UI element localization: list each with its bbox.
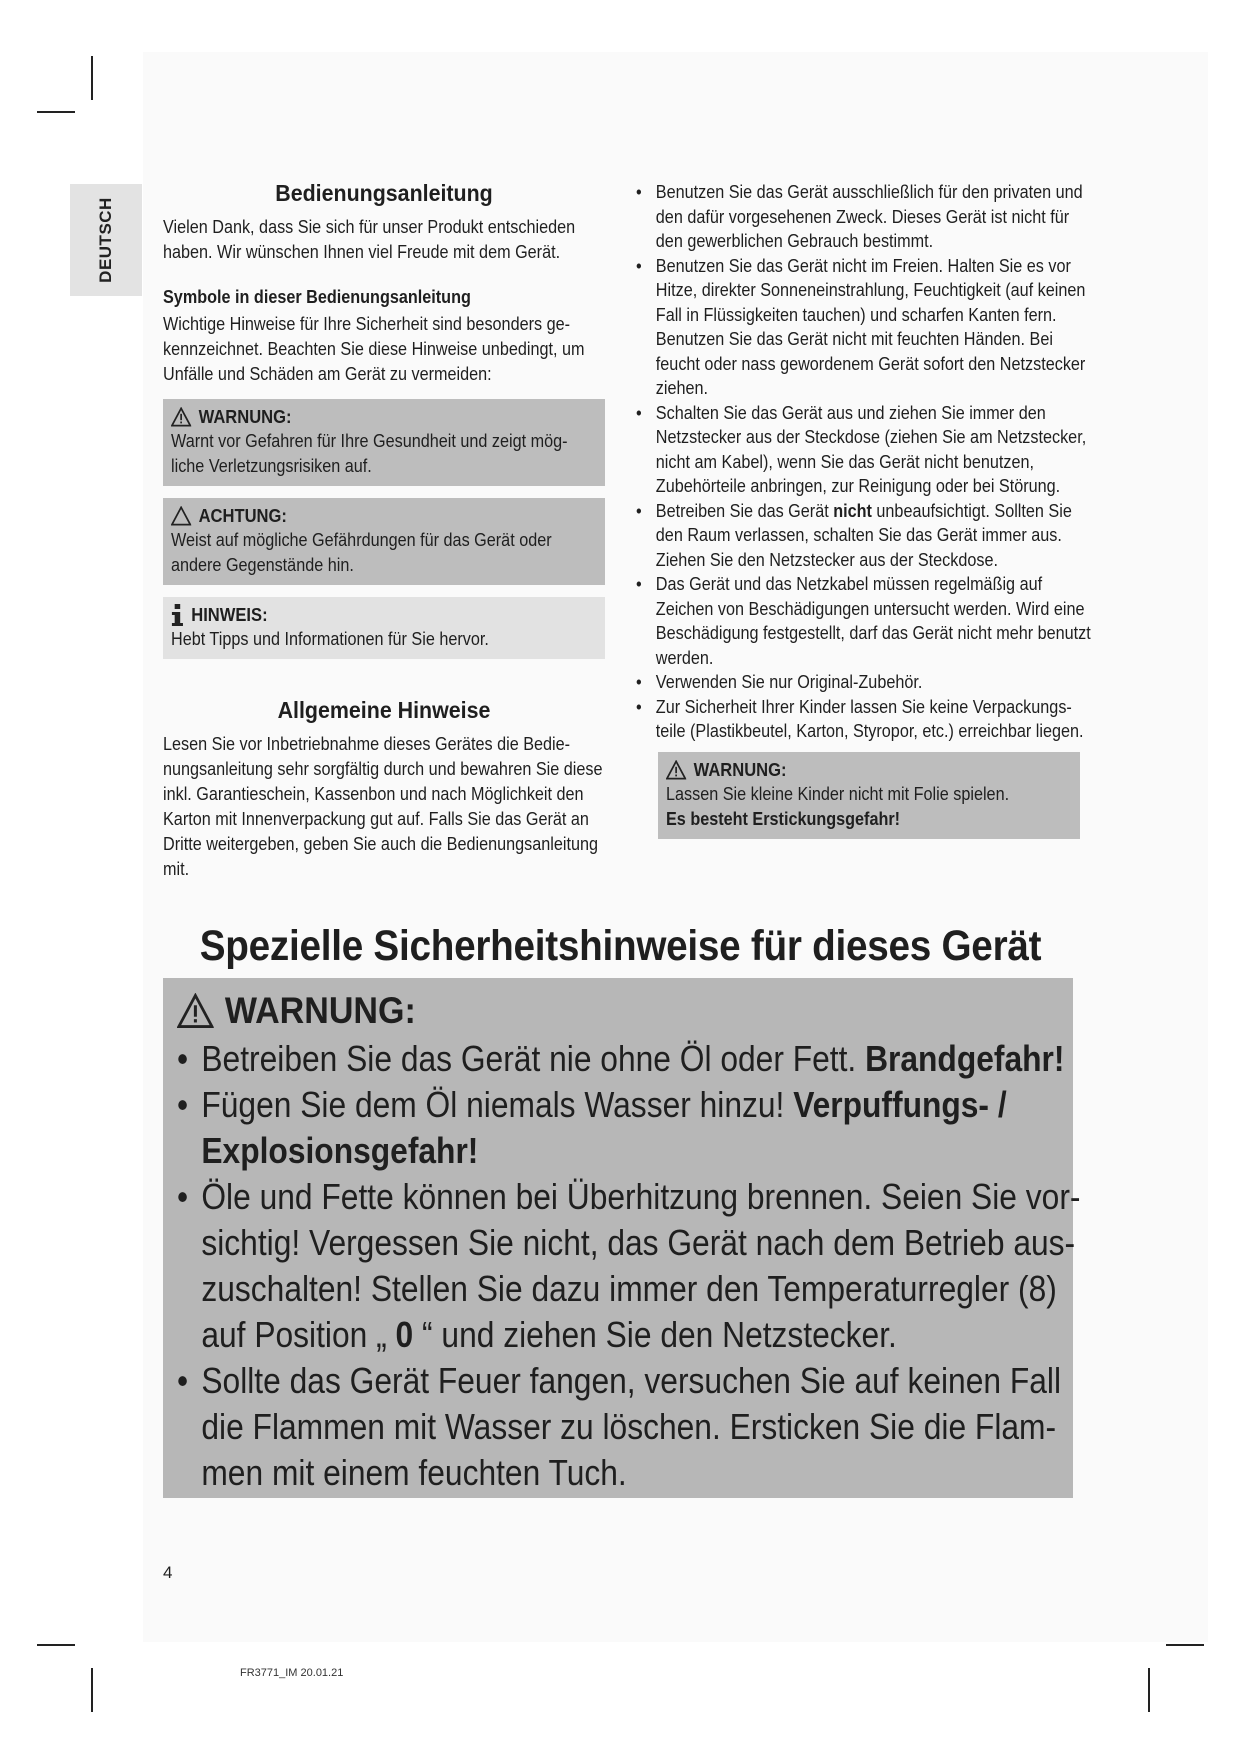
- page-number: 4: [163, 1563, 173, 1582]
- list-item: • Verwenden Sie nur Original-Zubehör.: [636, 670, 1099, 695]
- list-item-text: unbeaufsichtigt. Sollten Sie den Raum verlassen, schalten Sie das Gerät immer aus. Ziehen Sie den Netzstecker aus der Steckdose.: [655, 500, 1072, 570]
- note-title: HINWEIS:: [191, 605, 268, 625]
- note-box: [163, 597, 605, 659]
- caution-title: ACHTUNG:: [198, 506, 287, 526]
- crop-mark: [37, 1644, 75, 1646]
- warning-triangle-icon: [177, 993, 214, 1029]
- children-warning-box: [658, 752, 1080, 839]
- list-item-emphasis: Verpuffungs- / Explosionsgefahr!: [201, 1084, 1007, 1171]
- list-item-text: Öle und Fette können bei Überhitzung brennen. Seien Sie vor-sichtig! Vergessen Sie nicht, das Gerät nach dem Betrieb aus-zuschalten! Stellen Sie dazu immer den Temperaturregler (8) auf Position „: [201, 1176, 1081, 1355]
- list-item: • Benutzen Sie das Gerät ausschließlich für den privaten und den dafür vorgesehenen Zweck. Dieses Gerät ist nicht für den gewerblichen Gebrauch bestimmt.: [636, 180, 1099, 254]
- safety-list: [636, 180, 1091, 744]
- special-warning-box: [163, 978, 1081, 1498]
- crop-mark: [1166, 1644, 1204, 1646]
- warning-box: [163, 399, 605, 486]
- list-item: [177, 1036, 1084, 1082]
- special-warning-title: WARNUNG:: [224, 990, 416, 1031]
- list-item: • Das Gerät und das Netzkabel müssen regelmäßig auf Zeichen von Beschädigungen untersucht werden. Wird eine Beschädigung festgestellt, darf das Gerät nicht mehr benutzt werden.: [636, 572, 1099, 670]
- crop-mark: [1148, 1668, 1150, 1712]
- warning-title-row: [171, 405, 563, 429]
- special-warning-title-row: [177, 990, 988, 1032]
- general-text: Lesen Sie vor Inbetriebnahme dieses Gerätes die Bedie-nungsanleitung sehr sorgfältig durch und bewahren Sie diese inkl. Garantieschein, Kassenbon und nach Möglichkeit den Karton mit Innenverpackung gut auf. Falls Sie das Gerät an Dritte weitergeben, geben Sie auch die Bedienungsanleitung mit.: [163, 734, 603, 879]
- caution-box: [163, 498, 605, 585]
- warning-triangle-icon: [666, 760, 686, 780]
- crop-mark: [37, 111, 75, 113]
- note-text: Hebt Tipps und Informationen für Sie hervor.: [171, 629, 489, 649]
- warning-title-row: [666, 758, 1040, 782]
- crop-mark: [91, 1668, 93, 1712]
- list-item: [177, 1082, 1084, 1174]
- right-column: [636, 180, 1091, 839]
- warning-title: WARNUNG:: [198, 407, 292, 427]
- list-item: • Zur Sicherheit Ihrer Kinder lassen Sie keine Verpackungs-teile (Plastikbeutel, Karton, Styropor, etc.) erreichbar liegen.: [636, 695, 1099, 744]
- list-item: • Benutzen Sie das Gerät nicht im Freien. Halten Sie es vor Hitze, direkter Sonneneinstrahlung, Feuchtigkeit (auf keinen Fall in Flüssigkeiten tauchen) und scharfen Kanten fern. Benutzen Sie das Gerät nicht mit feuchten Händen. Bei feucht oder nass gewordenem Gerät sofort den Netzstecker ziehen.: [636, 254, 1099, 401]
- list-item-emphasis: nicht: [833, 500, 872, 521]
- info-icon: [171, 604, 184, 626]
- caution-title-row: [171, 504, 563, 528]
- language-tab-label: DEUTSCH: [96, 197, 115, 283]
- list-item: [177, 1174, 1084, 1358]
- list-item-emphasis: 0: [395, 1314, 414, 1355]
- manual-heading: Bedienungsanleitung: [275, 180, 493, 206]
- warning-text: Warnt vor Gefahren für Ihre Gesundheit und zeigt mög-liche Verletzungsrisiken auf.: [171, 431, 568, 476]
- list-item: • Schalten Sie das Gerät aus und ziehen Sie immer den Netzstecker aus der Steckdose (ziehen Sie am Netzstecker, nicht am Kabel), wenn Sie das Gerät nicht benutzen, Zubehörteile anbringen, zur Reinigung oder bei Störung.: [636, 401, 1099, 499]
- list-item-unattended: [636, 499, 1099, 573]
- warning-line-bold: Es besteht Erstickungsgefahr!: [666, 808, 901, 829]
- special-warning-list: [177, 1036, 1081, 1496]
- language-tab: [70, 184, 142, 296]
- caution-text: Weist auf mögliche Gefährdungen für das Gerät oder andere Gegenstände hin.: [171, 530, 552, 575]
- caution-triangle-icon: [171, 506, 191, 526]
- general-heading: Allgemeine Hinweise: [277, 697, 491, 723]
- list-item-text: Betreiben Sie das Gerät nie ohne Öl oder Fett.: [201, 1038, 866, 1079]
- symbols-heading: Symbole in dieser Bedienungsanleitung: [163, 287, 471, 307]
- special-safety-heading: Spezielle Sicherheitshinweise für dieses Gerät: [199, 922, 1042, 970]
- list-item-text: Fügen Sie dem Öl niemals Wasser hinzu!: [201, 1084, 794, 1125]
- list-item-text: “ und ziehen Sie den Netzstecker.: [413, 1314, 897, 1355]
- crop-mark: [91, 56, 93, 100]
- warning-triangle-icon: [171, 407, 191, 427]
- footer-code: FR3771_IM 20.01.21: [240, 1667, 344, 1679]
- note-title-row: [171, 603, 563, 627]
- symbols-text: Wichtige Hinweise für Ihre Sicherheit sind besonders ge-kennzeichnet. Beachten Sie diese Hinweise unbedingt, um Unfälle und Schäden am Gerät zu vermeiden:: [163, 314, 585, 384]
- list-item-emphasis: Brandgefahr!: [865, 1038, 1065, 1079]
- warning-line: Lassen Sie kleine Kinder nicht mit Folie spielen.: [666, 783, 1010, 804]
- left-column: [163, 180, 605, 882]
- warning-title: WARNUNG:: [693, 759, 787, 780]
- list-item-text: Betreiben Sie das Gerät: [655, 500, 834, 521]
- list-item: • Sollte das Gerät Feuer fangen, versuchen Sie auf keinen Fall die Flammen mit Wasser zu löschen. Ersticken Sie die Flam-men mit einem feuchten Tuch.: [177, 1358, 1084, 1496]
- intro-text: Vielen Dank, dass Sie sich für unser Produkt entschieden haben. Wir wünschen Ihnen viel Freude mit dem Gerät.: [163, 217, 576, 262]
